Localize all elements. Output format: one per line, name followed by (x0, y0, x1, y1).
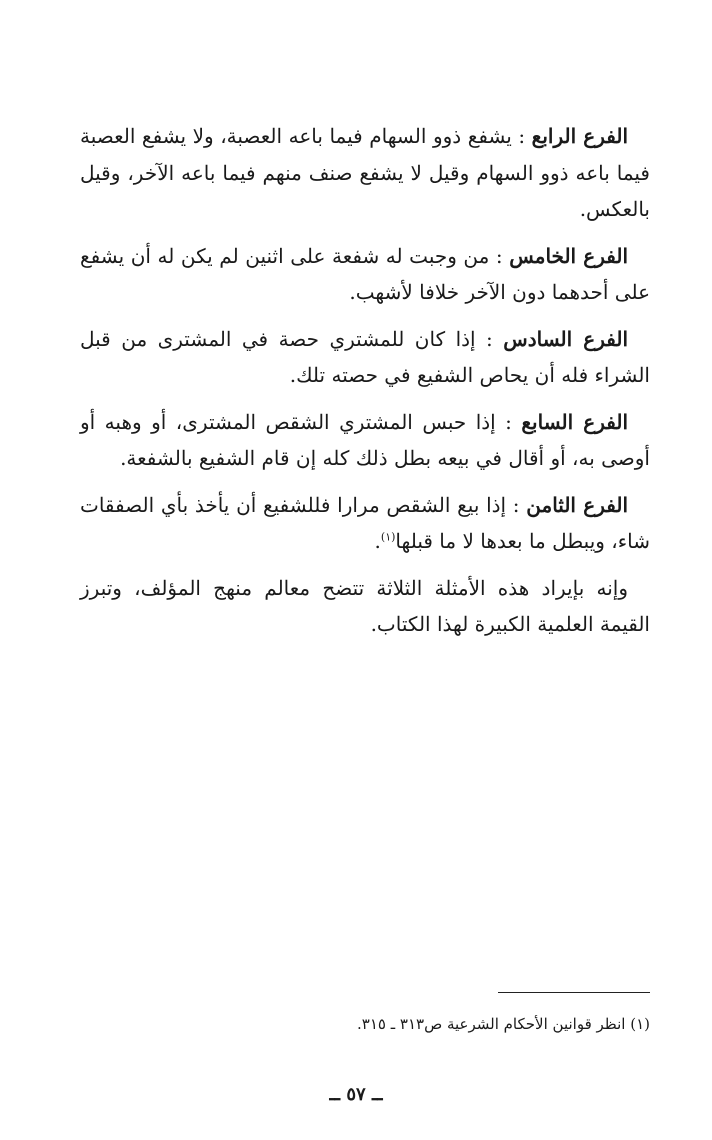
body-text (80, 118, 650, 653)
paragraph-heading: الفرع الثامن (526, 492, 629, 517)
paragraph-heading: الفرع السابع (521, 409, 628, 434)
paragraph-heading: الفرع السادس (503, 326, 629, 351)
paragraph-branch-5 (80, 238, 650, 311)
paragraph-branch-4 (80, 118, 650, 228)
paragraph-branch-8 (80, 487, 650, 560)
paragraph-text: : إذا حبس المشتري الشقص المشترى، أو وهبه أو أوصى به، أو أقال في بيعه بطل ذلك كله إن قام الشفيع بالشفعة. (80, 409, 650, 470)
paragraph-text: : يشفع ذوو السهام فيما باعه العصبة، ولا يشفع العصبة فيما باعه ذوو السهام وقيل لا يشفع صنف منهم فيما باعه الآخر، وقيل بالعكس. (80, 124, 650, 221)
paragraph-conclusion: وإنه بإيراد هذه الأمثلة الثلاثة تتضح معالم منهج المؤلف، وتبرز القيمة العلمية الكبيرة لهذا الكتاب. (80, 575, 650, 636)
paragraph-branch-6 (80, 321, 650, 394)
paragraph-heading: الفرع الخامس (509, 243, 628, 268)
footnote-reference[interactable]: (١) (380, 530, 396, 544)
page-number: ــ ٥٧ ــ (329, 1084, 383, 1105)
footnote: (١) انظر قوانين الأحكام الشرعية ص٣١٣ ـ ٣١٥. (357, 1015, 650, 1033)
paragraph-text-end: . (374, 529, 381, 553)
paragraph-branch-7 (80, 404, 650, 477)
paragraph-heading: الفرع الرابع (531, 124, 628, 148)
footnote-divider (498, 992, 650, 993)
paragraph-text: : إذا بيع الشقص مرارا فللشفيع أن يأخذ بأي الصفقات شاء، ويبطل ما بعدها لا ما قبلها (80, 492, 650, 553)
paragraph-text: : إذا كان للمشتري حصة في المشترى من قبل الشراء فله أن يحاص الشفيع في حصته تلك. (80, 326, 650, 387)
paragraph-text: : من وجبت له شفعة على اثنين لم يكن له أن يشفع على أحدهما دون الآخر خلافا لأشهب. (80, 243, 650, 304)
